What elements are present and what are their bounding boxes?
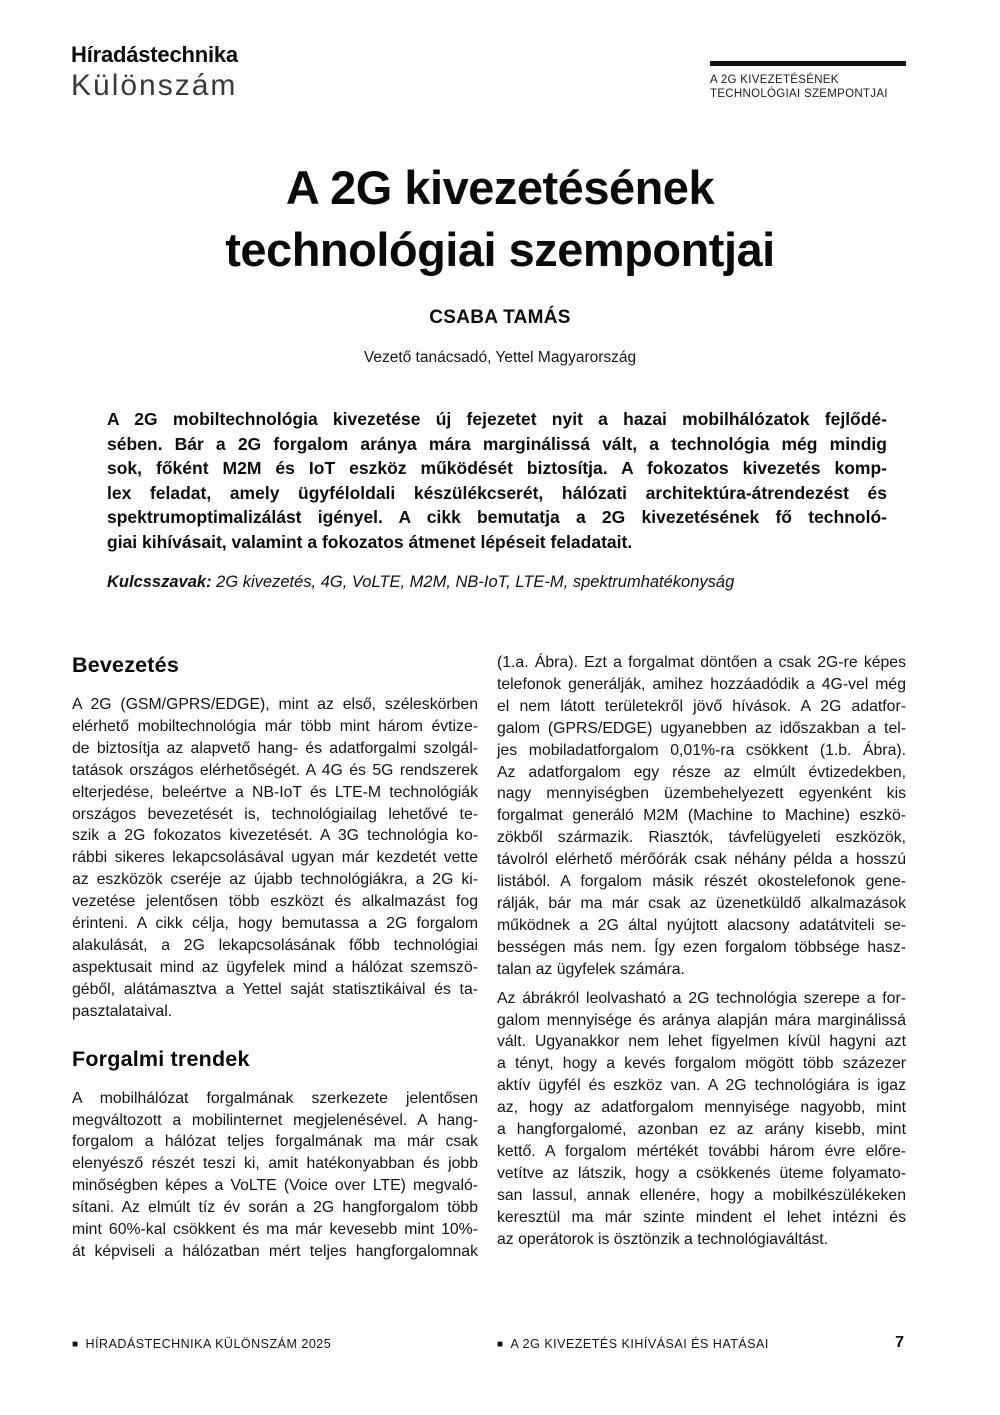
- footer-journal-text: HÍRADÁSTECHNIKA KÜLÖNSZÁM 2025: [85, 1337, 332, 1351]
- author-affiliation: Vezető tanácsadó, Yettel Magyarország: [363, 349, 637, 366]
- journal-logo-subtitle: Különszám: [71, 69, 238, 102]
- text-line: galom mennyisége és aránya alapján mára marginálissá: [497, 1011, 906, 1029]
- running-head-text: [710, 73, 906, 101]
- section-heading-bevezetes: Bevezetés: [72, 653, 179, 677]
- abstract: [107, 407, 887, 555]
- keywords-label: Kulcsszavak:: [107, 573, 212, 591]
- text-line: A 2G mobiltechnológia kivezetése új fejezetet nyit a hazai mobilhálózatok fejlődé-: [107, 409, 887, 429]
- right-column: [497, 652, 906, 1250]
- paragraph-bevezetes: [72, 694, 478, 1023]
- header-rule: [710, 61, 906, 66]
- text-line: sében. Bár a 2G forgalom aránya mára marginálissá vált, a technológia még mindig: [107, 433, 887, 454]
- running-head-line-1: A 2G KIVEZETÉSÉNEK: [710, 74, 839, 86]
- text-line: át képviseli a hálózatban mért teljes hangforgalomnak: [72, 1242, 478, 1260]
- title-line-1: A 2G kivezetésének: [285, 161, 715, 214]
- text-line: elenyésző részét teszi ki, amit hatékonyabban és jobb: [72, 1155, 478, 1173]
- text-line: telefonok generálják, amihez hozzáadódik a 4G-vel még: [497, 675, 906, 693]
- footer-bullet-icon: ■: [497, 1339, 504, 1350]
- text-line: forgalmat generáló M2M (Machine to Machine) eszkö-: [497, 807, 906, 825]
- text-line: listából. A forgalom másik részét okostelefonok gene-: [497, 873, 906, 891]
- text-line: géből, alátámasztva a Yettel saját statisztikáival és ta-: [72, 980, 478, 998]
- footer-bullet-icon: ■: [72, 1339, 79, 1350]
- text-line: mint 60%-kal csökkent és ma már kevesebb mint 10%-: [72, 1221, 478, 1239]
- text-line: A 2G (GSM/GPRS/EDGE), mint az első, széleskörben: [72, 696, 478, 713]
- text-line: sok, főként M2M és IoT eszköz működését biztosítja. A fokozatos kivezetés komp-: [107, 458, 887, 479]
- text-line: lex feladat, amely ügyféloldali készülékcserét, hálózati architektúra-átrendezést és: [107, 482, 887, 503]
- footer: [0, 1334, 1000, 1357]
- text-line: spektrumoptimalizálást igényel. A cikk bemutatja a 2G kivezetésének fő technoló-: [107, 507, 887, 528]
- journal-logo: [71, 42, 238, 103]
- text-line: rábbi sikeres lekapcsolásával ugyan már kezdetét vette: [72, 849, 478, 867]
- footer-article-text: A 2G KIVEZETÉS KIHÍVÁSAI ÉS HATÁSAI: [510, 1337, 769, 1351]
- text-line: de biztosítja az alapvető hang- és adatforgalmi szolgál-: [72, 739, 478, 757]
- keywords: [107, 573, 887, 592]
- text-line: galom (GPRS/EDGE) ugyanebben az időszakban a tel-: [497, 719, 906, 737]
- left-column: [72, 652, 478, 1263]
- running-head-line-2: TECHNOLÓGIAI SZEMPONTJAI: [710, 88, 888, 100]
- text-line: pasztalataival.: [72, 1002, 173, 1020]
- text-line: el nem látott területekről jövő hívások. A 2G adatfor-: [497, 697, 906, 715]
- text-line: A mobilhálózat forgalmának szerkezete jelentősen: [72, 1089, 478, 1107]
- right-column-paragraph-2: [497, 988, 906, 1251]
- running-head: [710, 61, 906, 101]
- text-line: az operátorok is ösztönzik a technológiaváltást.: [497, 1230, 829, 1248]
- text-line: működnek a 2G által nyújtott alacsony adatátviteli se-: [497, 916, 906, 934]
- text-line: san lassul, annak ellenére, hogy a mobilkészülékeken: [497, 1186, 906, 1204]
- text-line: nagy mennyiségben üzembehelyezett egyenként kis: [497, 785, 906, 803]
- text-line: keresztül ma már szinte mindent el lehet intézni és: [497, 1208, 906, 1226]
- footer-journal-label: [72, 1337, 331, 1351]
- text-line: sítani. Az elmúlt tíz év során a 2G hangforgalom több: [72, 1199, 478, 1217]
- right-column-paragraph-1: [497, 652, 906, 981]
- text-line: giai kihívásait, valamint a fokozatos átmenet lépéseit feladatait.: [107, 531, 633, 552]
- author-name: CSABA TAMÁS: [429, 307, 571, 328]
- text-line: megváltozott a mobilinternet megjelenésével. A hang-: [72, 1111, 478, 1129]
- text-line: zökből származik. Riasztók, távfelügyeleti eszközök,: [497, 829, 906, 847]
- text-line: vált. Ugyanakkor nem lehet figyelmen kívül hagyni azt: [497, 1033, 906, 1051]
- text-line: Az adatforgalom egy része az elmúlt évtizedekben,: [497, 763, 906, 781]
- text-line: aspektusait mind az ügyfelek mind a hálózat szemszö-: [72, 958, 478, 976]
- text-line: vezetése jelentősen több eszközt és alkalmazást fog: [72, 893, 478, 911]
- text-line: aktív ügyfél és eszköz van. A 2G technológiára is igaz: [497, 1077, 906, 1095]
- text-line: elterjedése, beleértve a NB-IoT és LTE-M technológiák: [72, 783, 478, 801]
- keywords-list: 2G kivezetés, 4G, VoLTE, M2M, NB-IoT, LTE-M, spektrumhatékonyság: [216, 573, 735, 591]
- text-line: az eszközök cseréje az újabb technológiákra, a 2G ki-: [72, 871, 478, 889]
- journal-logo-title: Híradástechnika: [71, 42, 238, 67]
- footer-article-label: [497, 1337, 769, 1351]
- text-line: jes mobiladatforgalom 0,01%-ra csökkent (1.b. Ábra).: [497, 741, 906, 759]
- text-line: Az ábrákról leolvasható a 2G technológia szerepe a for-: [497, 989, 906, 1007]
- text-line: szik a 2G fokozatos kivezetését. A 3G technológia ko-: [72, 827, 478, 845]
- text-line: kettő. A forgalom mértékét további három évre előre-: [497, 1142, 906, 1160]
- article-title: [0, 157, 1000, 281]
- text-line: forgalom a hálózat teljes forgalmának ma már csak: [72, 1133, 478, 1151]
- text-line: távolról elérhető mérőórák csak néhány példa a hosszú: [497, 851, 906, 869]
- page-number: 7: [895, 1334, 904, 1351]
- text-line: elérhető mobiltechnológia már több mint három évtize-: [72, 717, 478, 735]
- title-line-2: technológiai szempontjai: [225, 223, 775, 276]
- text-line: a tényt, hogy a kevés forgalom mögött több százezer: [497, 1055, 906, 1073]
- text-line: alakulását, a 2G lekapcsolásának főbb technológiai: [72, 936, 478, 954]
- text-line: a hangforgalomé, azonban ez az arány kisebb, mint: [497, 1121, 906, 1139]
- text-line: minőségben képes a VoLTE (Voice over LTE) megvaló-: [72, 1177, 478, 1195]
- text-line: rálják, bár ma már csak az üzenetküldő alkalmazások: [497, 894, 906, 912]
- text-line: országos bevezetését is, technológiailag lehetővé te-: [72, 805, 478, 823]
- text-line: bességen más nem. Így ezen forgalom többsége hasz-: [497, 938, 906, 956]
- text-line: az, hogy az adatforgalom mennyisége nagyobb, mint: [497, 1099, 906, 1117]
- text-line: vetítve az látszik, hogy a csökkenés üteme folyamato-: [497, 1164, 906, 1182]
- text-line: érinteni. A cikk célja, hogy bemutassa a 2G forgalom: [72, 915, 478, 933]
- paragraph-forgalmi-trendek: [72, 1088, 478, 1263]
- text-line: tatások országos elérhetőségét. A 4G és 5G rendszerek: [72, 761, 478, 779]
- text-line: talan az ügyfelek számára.: [497, 960, 685, 978]
- text-line: (1.a. Ábra). Ezt a forgalmat döntően a csak 2G-re képes: [497, 654, 906, 671]
- section-heading-forgalmi-trendek: Forgalmi trendek: [72, 1046, 250, 1071]
